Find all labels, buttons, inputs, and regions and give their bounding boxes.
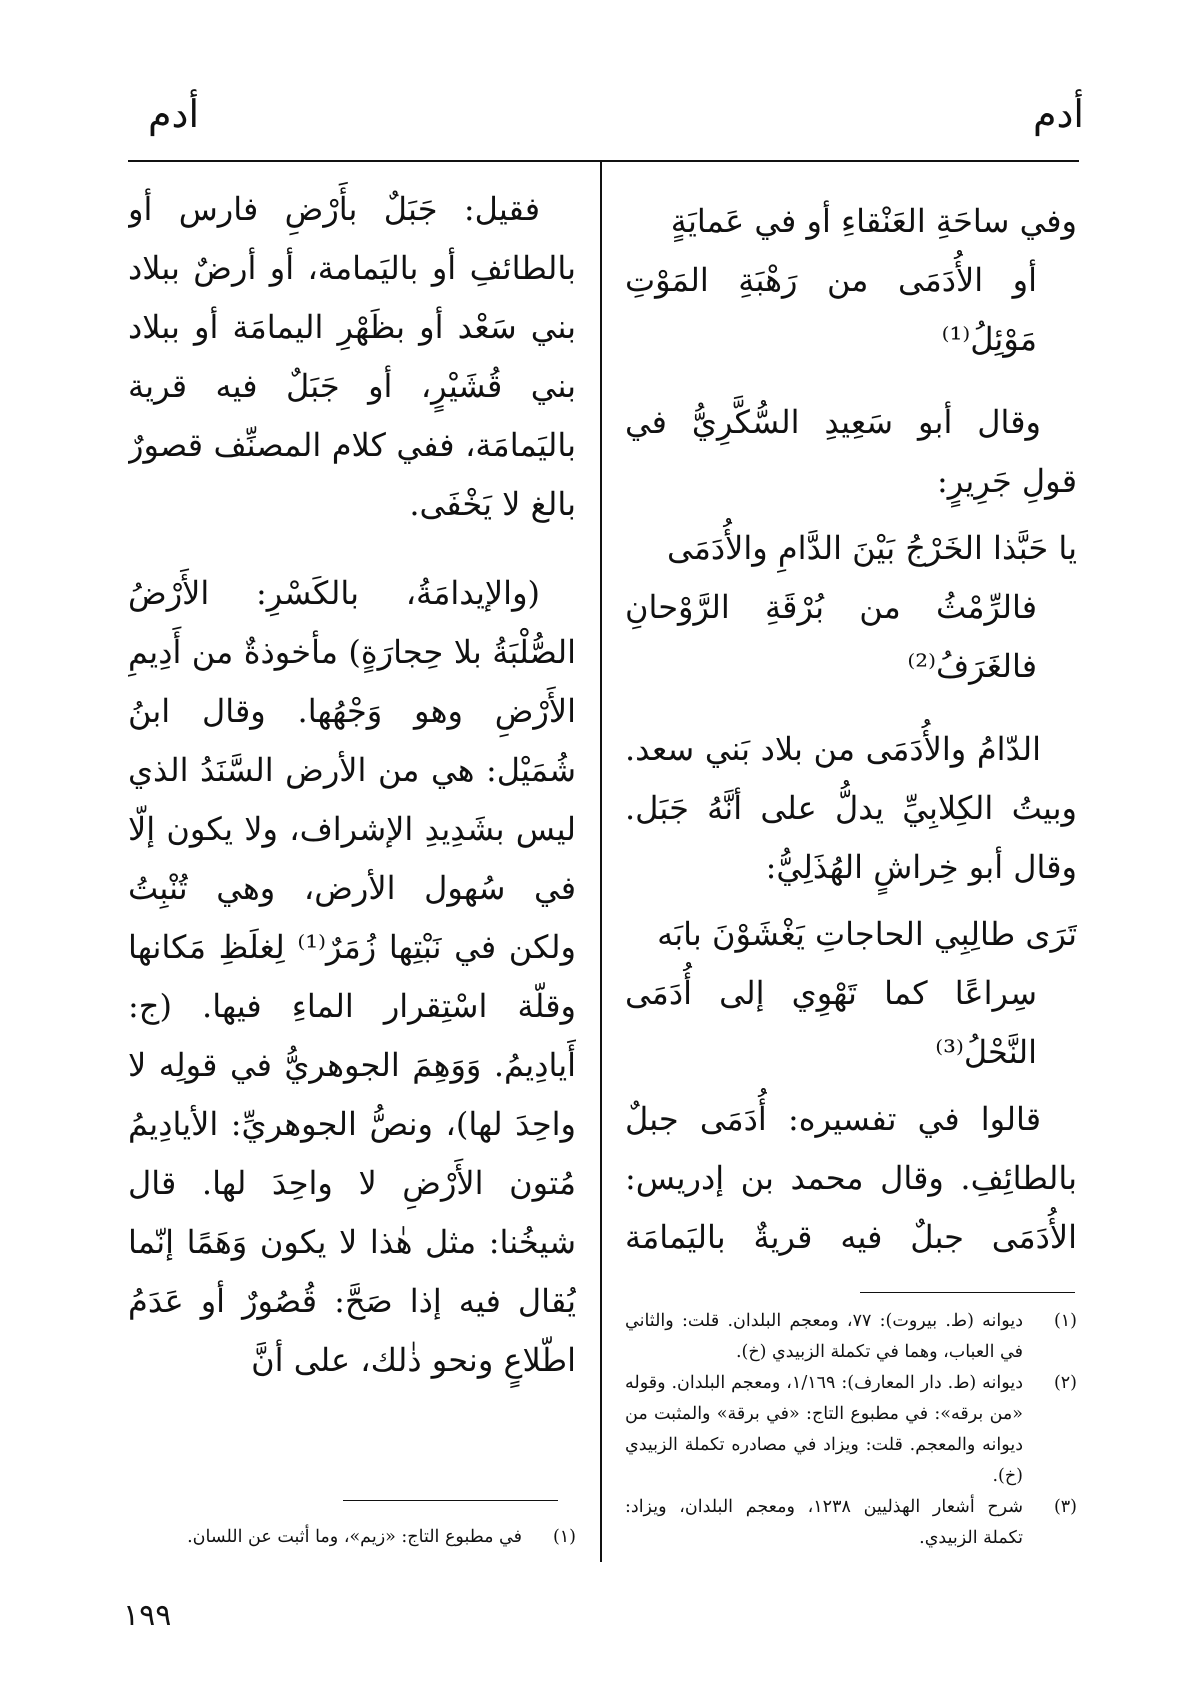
footnote-text: شرح أشعار الهذليين ١٢٣٨، ومعجم البلدان، ويزاد: تكملة الزبيدي. <box>625 1497 1023 1548</box>
running-header-right: أدم <box>1032 92 1084 136</box>
footnote-number: (١) <box>1053 1311 1077 1331</box>
header-rule <box>128 160 1079 162</box>
left-paragraph-2: (والإيدامَةُ، بالكَسْرِ: الأَرْضُ الصُّلْبَةُ بلا حِجارَةٍ) مأخوذةٌ من أَدِيمِ الأَرْضِ وهو وَجْهُها. وقال ابنُ شُمَيْل: هي من الأرض السَّنَدُ الذي ليس بشَدِيدِ الإشراف، ولا يكون إلّا في سُهول الأرض، وهي تُنْبِتُ ولكن في نَبْتِها زُمَرٌ⁽¹⁾ لِغلَظِ مَكانها وقلّة اسْتِقرار الماءِ فيها. (ج: أَيادِيمُ. وَوَهِمَ الجوهريُّ في قولِه لا واحِدَ لها)، ونصُّ الجوهريِّ: الأيادِيمُ مُتون الأَرْضِ لا واحِدَ لها. قال شيخُنا: مثل هٰذا لا يكون وَهَمًا إنّما يُقال فيه إذا صَحَّ: قُصُورٌ أو عَدَمُ اطّلاعٍ ونحو ذٰلك، على أنَّ <box>128 574 576 1379</box>
footnotes-left <box>128 1522 576 1562</box>
footnote <box>128 1522 576 1553</box>
footnote-number: (١) <box>552 1527 576 1547</box>
page-number: ١٩٩ <box>123 1598 172 1633</box>
running-header-left: أدم <box>148 92 200 136</box>
footnote-text: في مطبوع التاج: «زيم»، وما أثبت عن اللسان. <box>187 1527 522 1547</box>
verse-3-second-hemistich: سِراعًا كما تَهْوِي إلى أُدَمَى النَّحْلُ⁽³⁾ <box>625 974 1037 1071</box>
footnotes-right <box>625 1306 1077 1566</box>
footnote <box>625 1306 1077 1368</box>
right-paragraph-3: قالوا في تفسيره: أُدَمَى جبلٌ بالطائِفِ. وقال محمد بن إدريس: الأُدَمَى جبلٌ فيه قريةٌ باليَمامَة <box>625 1100 1077 1256</box>
right-paragraph-2: الدّامُ والأُدَمَى من بلاد بَني سعد. وبيتُ الكِلابِيِّ يدلُّ على أنَّهُ جَبَل. وقال أبو خِراشٍ الهُذَلِيُّ: <box>625 730 1077 886</box>
verse-2-second-hemistich: فالرِّمْثُ من بُرْقَةِ الرَّوْحانِ فالغَرَفُ⁽²⁾ <box>625 588 1037 685</box>
right-column <box>625 192 1077 1267</box>
right-paragraph-1: وقال أبو سَعِيدِ السُّكَّرِيُّ في قولِ جَرِيرٍ: <box>625 403 1077 500</box>
column-divider <box>600 162 602 1562</box>
verse-3-first-hemistich: تَرَى طالِبِي الحاجاتِ يَغْشَوْنَ بابَه <box>657 915 1077 953</box>
left-column <box>128 180 576 1470</box>
footnote-number: (٣) <box>1053 1497 1077 1517</box>
footnote-rule-right <box>860 1292 1075 1293</box>
verse-1-first-hemistich: وفي ساحَةِ العَنْقاءِ أو في عَمايَةٍ <box>670 202 1077 240</box>
footnote-text: ديوانه (ط. بيروت): ٧٧، ومعجم البلدان. قلت: والثاني في العباب، وهما في تكملة الزبيدي (خ). <box>625 1311 1023 1362</box>
verse-2-first-hemistich: يا حَبَّذا الخَرْجُ بَيْنَ الدَّامِ والأُدَمَى <box>667 529 1077 567</box>
footnote-number: (٢) <box>1053 1373 1077 1393</box>
footnote <box>625 1368 1077 1492</box>
footnote-rule-left <box>343 1500 558 1501</box>
verse-1-second-hemistich: أو الأُدَمَى من رَهْبَةِ المَوْتِ مَوْئِلُ⁽¹⁾ <box>625 261 1037 358</box>
left-paragraph-1: فقيل: جَبَلٌ بأَرْضِ فارس أو بالطائفِ أو باليَمامة، أو أرضٌ ببلاد بني سَعْد أو بظَهْرِ اليمامَة أو ببلاد بني قُشَيْرٍ، أو جَبَلٌ فيه قرية باليَمامَة، ففي كلام المصنِّف قصورٌ بالغ لا يَخْفَى. <box>128 190 576 523</box>
footnote-text: ديوانه (ط. دار المعارف): ١/١٦٩، ومعجم البلدان. وقوله «من برقه»: في مطبوع التاج: «في برقة» والمثبت من ديوانه والمعجم. قلت: ويزاد في مصادره تكملة الزبيدي (خ). <box>625 1373 1023 1486</box>
footnote <box>625 1492 1077 1554</box>
